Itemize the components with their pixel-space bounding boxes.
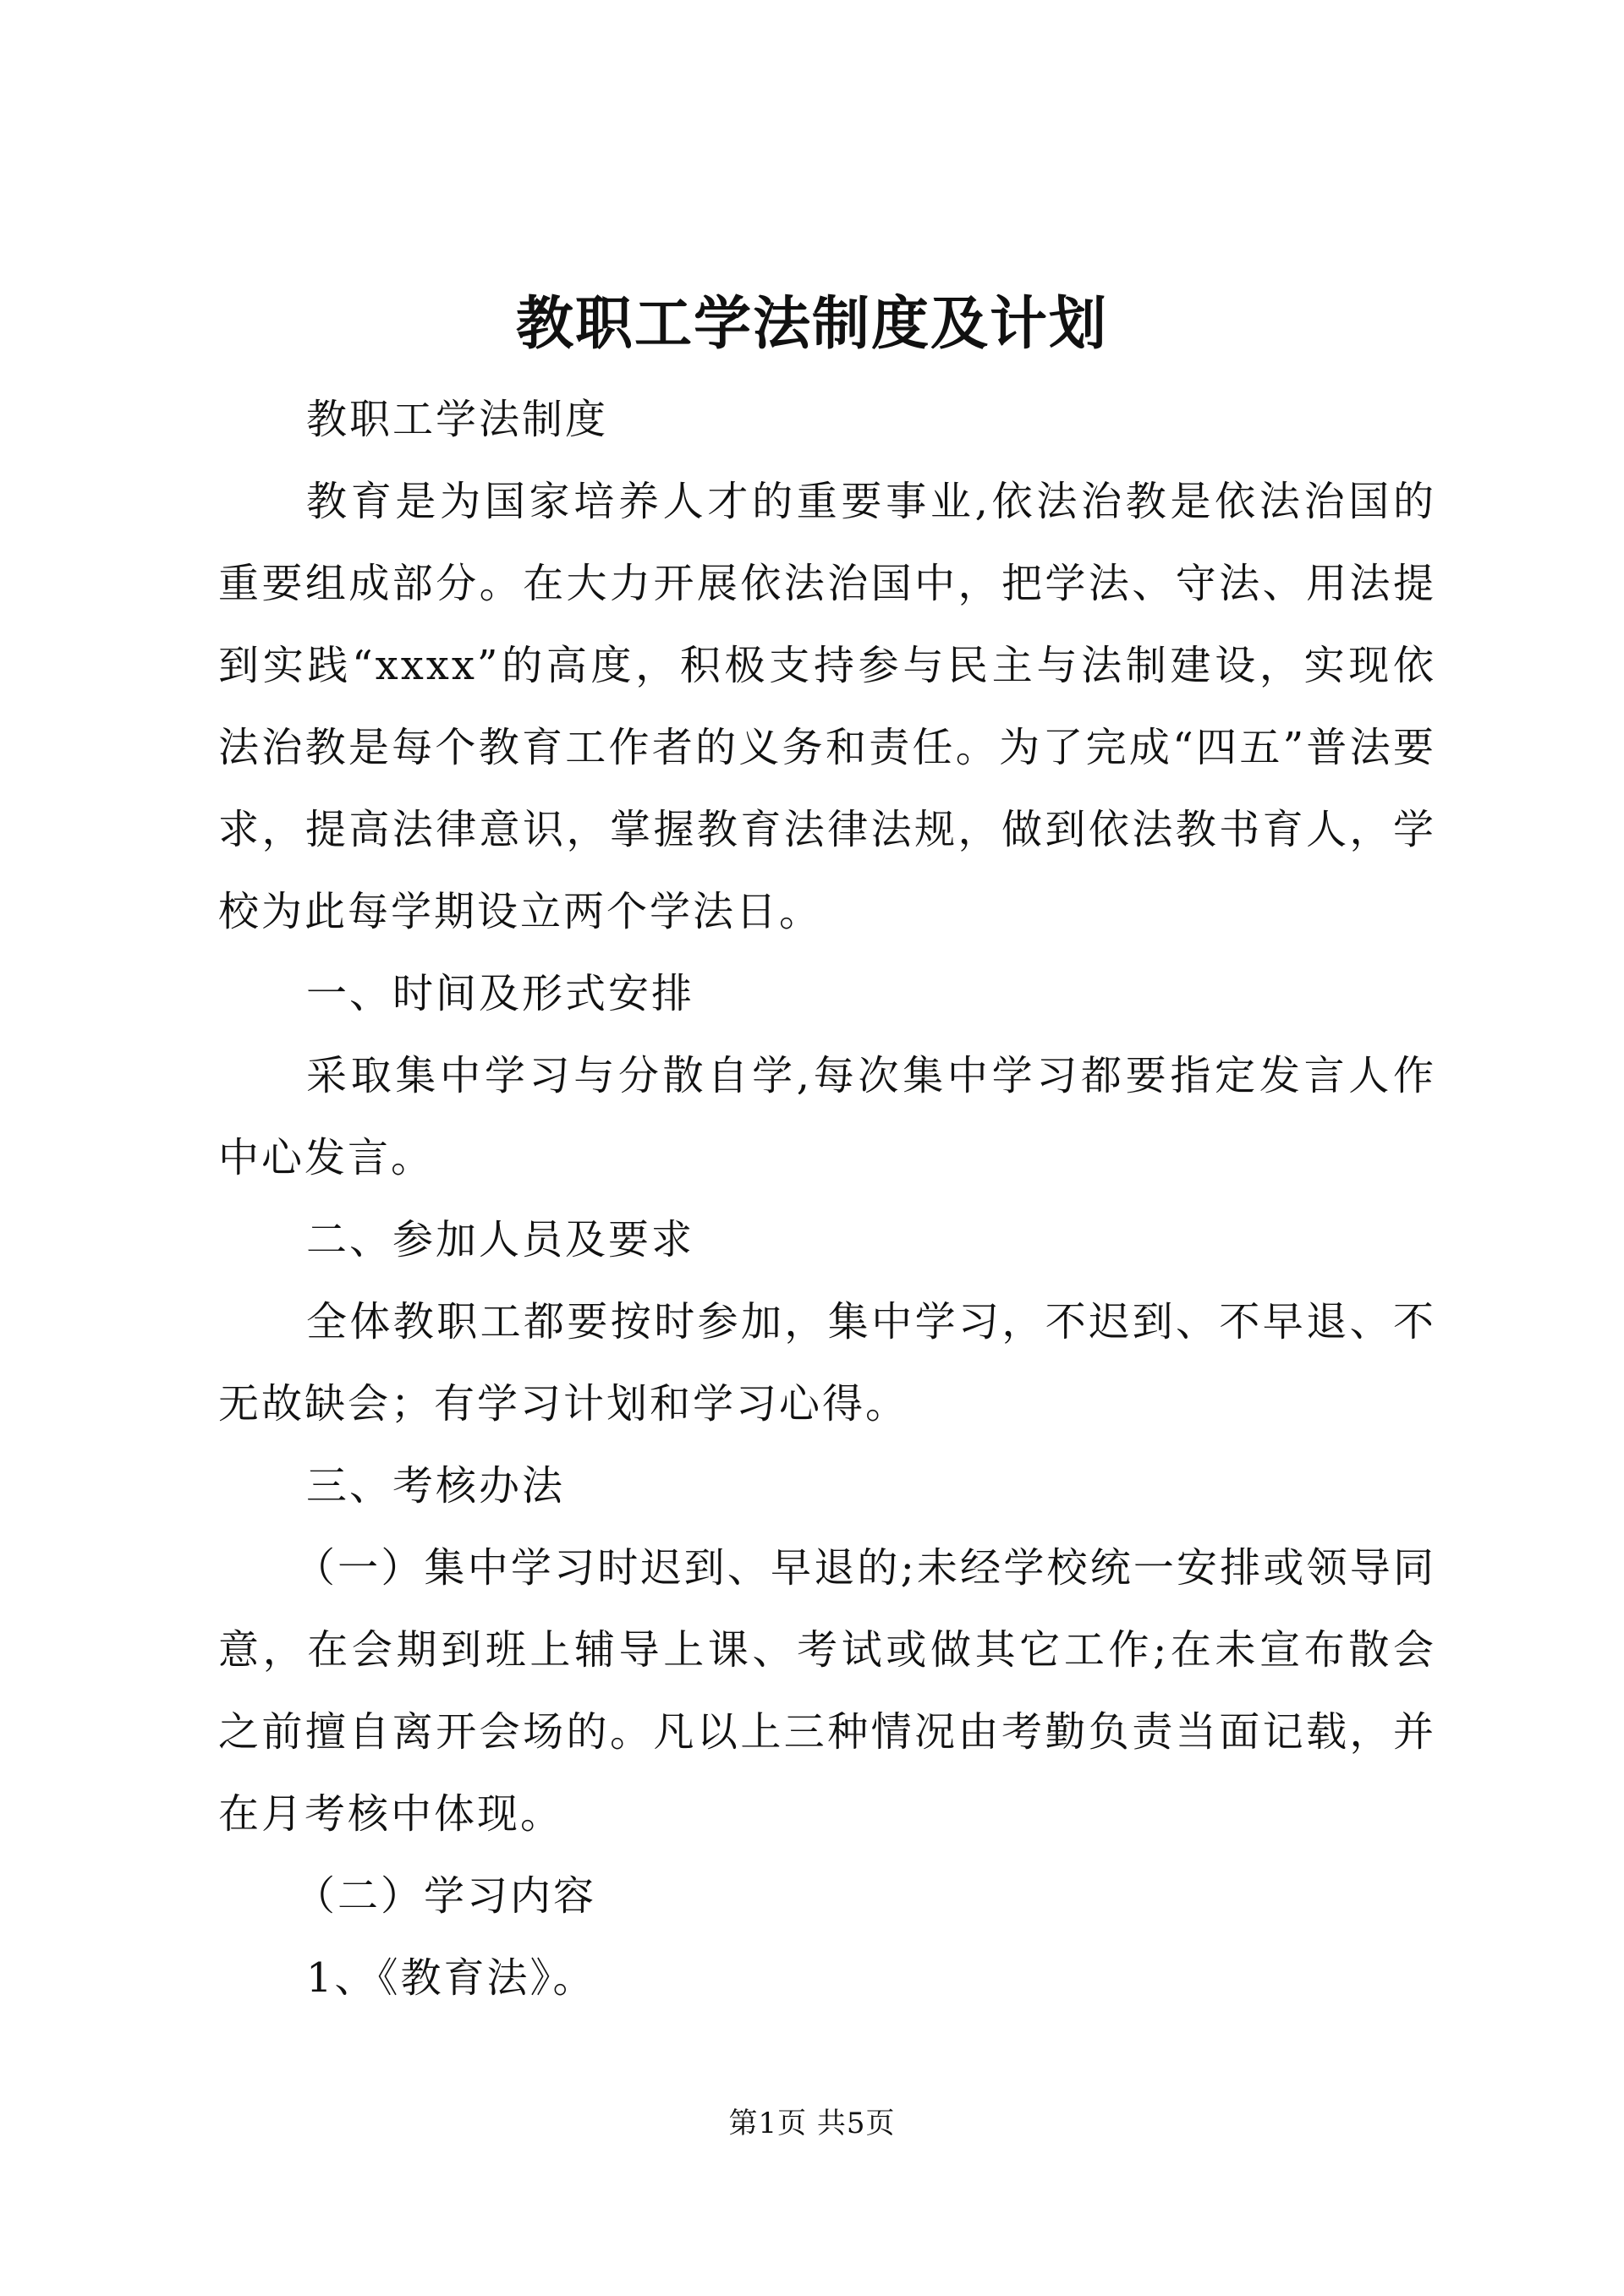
section-heading-assessment: 三、考核办法 — [306, 1462, 566, 1510]
section-heading: 教职工学法制度 — [306, 396, 609, 443]
subheading-content: （二）学习内容 — [294, 1872, 597, 1920]
page-number: 第1页 共5页 — [728, 2107, 896, 2140]
participants-paragraph: 全体教职工都要按时参加，集中学习，不迟到、不早退、不无故缺会；有学习计划和学习心得。 — [218, 1298, 1436, 1427]
document-body — [218, 379, 1436, 2019]
time-paragraph: 采取集中学习与分散自学,每次集中学习都要指定发言人作中心发言。 — [218, 1052, 1436, 1181]
intro-paragraph: 教育是为国家培养人才的重要事业,依法治教是依法治国的重要组成部分。在大力开展依法治国中，把学法、守法、用法提到实践“xxxx”的高度，积极支持参与民主与法制建设，实现依法治教是每个教育工作者的义务和责任。为了完成“四五”普法要求，提高法律意识，掌握教育法律法规，做到依法教书育人，学校为此每学期设立两个学法日。 — [218, 478, 1436, 935]
section-heading-time: 一、时间及形式安排 — [306, 970, 695, 1017]
assessment-paragraph: （一）集中学习时迟到、早退的;未经学校统一安排或领导同意，在会期到班上辅导上课、考试或做其它工作;在未宣布散会之前擅自离开会场的。凡以上三种情况由考勤负责当面记载，并在月考核中体现。 — [218, 1544, 1436, 1838]
section-heading-participants: 二、参加人员及要求 — [306, 1216, 695, 1263]
list-item: 1、《教育法》。 — [306, 1954, 596, 2002]
document-title: 教职工学法制度及计划 — [515, 290, 1108, 358]
